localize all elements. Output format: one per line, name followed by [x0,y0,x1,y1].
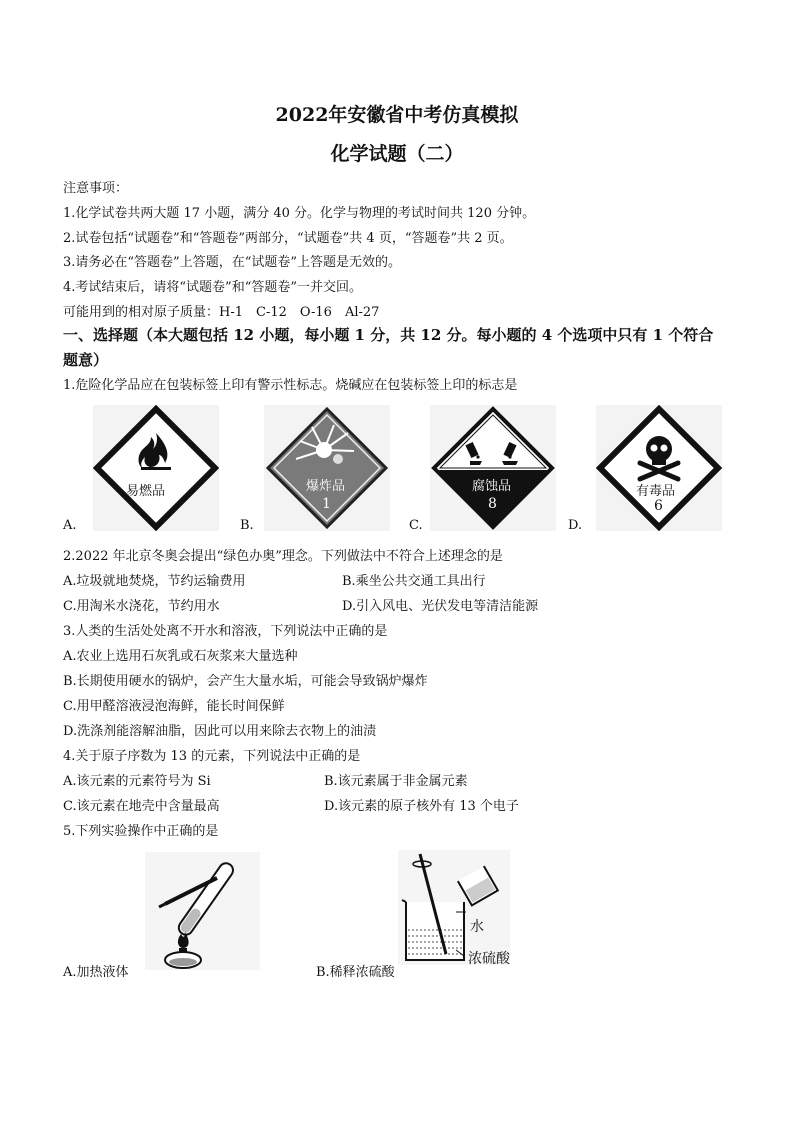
page-subtitle: 化学试题（二） [330,143,464,165]
section-heading: 一、选择题（本大题包括 12 小题，每小题 1 分，共 12 分。每小题的 4 个选项中只有 1 个符合 [63,326,714,344]
note-item: 3.请务必在“答题卷”上答题，在“试题卷”上答题是无效的。 [63,255,401,270]
q5-option-b: B.稀释浓硫酸 [316,965,395,980]
note-item: 4.考试结束后，请将“试题卷”和“答题卷”一并交回。 [63,280,362,295]
q4-option-d: D.该元素的原子核外有 13 个电子 [324,799,519,814]
sign-label: 有毒品 [636,484,676,499]
q2-option-a: A.垃圾就地焚烧，节约运输费用 [63,574,246,589]
page-title: 2022年安徽省中考仿真模拟 [275,104,519,126]
label-acid: 浓硫酸 [468,951,510,967]
flammable-sign [93,405,219,531]
note-item: 2.试卷包括“试题卷”和“答题卷”两部分，“试题卷”共 4 页，“答题卷”共 2 页。 [63,231,513,246]
section-heading-cont: 题意） [63,351,109,369]
atomic-masses: 可能用到的相对原子质量：H-1 C-12 O-16 Al-27 [63,305,380,320]
q4-stem: 4.关于原子序数为 13 的元素，下列说法中正确的是 [63,749,361,764]
q5-stem: 5.下列实验操作中正确的是 [63,824,219,839]
note-item: 1.化学试卷共两大题 17 小题，满分 40 分。化学与物理的考试时间共 120 分钟。 [63,206,536,221]
q1-stem: 1.危险化学品应在包装标签上印有警示性标志。烧碱应在包装标签上印的标志是 [63,378,518,393]
corrosive-sign [430,405,556,531]
q2-stem: 2.2022 年北京冬奥会提出“绿色办奥”理念。下列做法中不符合上述理念的是 [63,549,503,564]
q2-option-b: B.乘坐公共交通工具出行 [342,574,486,589]
sign-label: 腐蚀品 [472,479,512,494]
q3-option-d: D.洗涤剂能溶解油脂，因此可以用来除去衣物上的油渍 [63,724,377,739]
sign-number: 8 [488,496,497,512]
notes-heading: 注意事项： [63,181,129,196]
label-water: 水 [470,919,484,935]
sign-label: 爆炸品 [306,479,346,494]
q3-option-b: B.长期使用硬水的锅炉，会产生大量水垢，可能会导致锅炉爆炸 [63,674,428,689]
q4-option-a: A.该元素的元素符号为 Si [63,774,211,789]
explosive-sign [264,405,390,531]
sign-label: 易燃品 [126,484,166,499]
q1-option-b: B. [240,518,254,533]
q2-option-d: D.引入风电、光伏发电等清洁能源 [342,599,539,614]
q3-stem: 3.人类的生活处处离不开水和溶液，下列说法中正确的是 [63,624,388,639]
heating-liquid-figure [145,852,260,970]
q5-option-a: A.加热液体 [63,965,129,980]
q3-option-c: C.用甲醛溶液浸泡海鲜，能长时间保鲜 [63,699,285,714]
q2-option-c: C.用淘米水浇花，节约用水 [63,599,220,614]
q4-option-b: B.该元素属于非金属元素 [324,774,468,789]
q1-option-c: C. [409,518,423,533]
q1-option-a: A. [63,518,77,533]
q3-option-a: A.农业上选用石灰乳或石灰浆来大量选种 [63,649,298,664]
sign-number: 6 [654,498,663,514]
q4-option-c: C.该元素在地壳中含量最高 [63,799,220,814]
q1-option-d: D. [568,518,583,533]
sign-number: 1 [322,496,331,512]
